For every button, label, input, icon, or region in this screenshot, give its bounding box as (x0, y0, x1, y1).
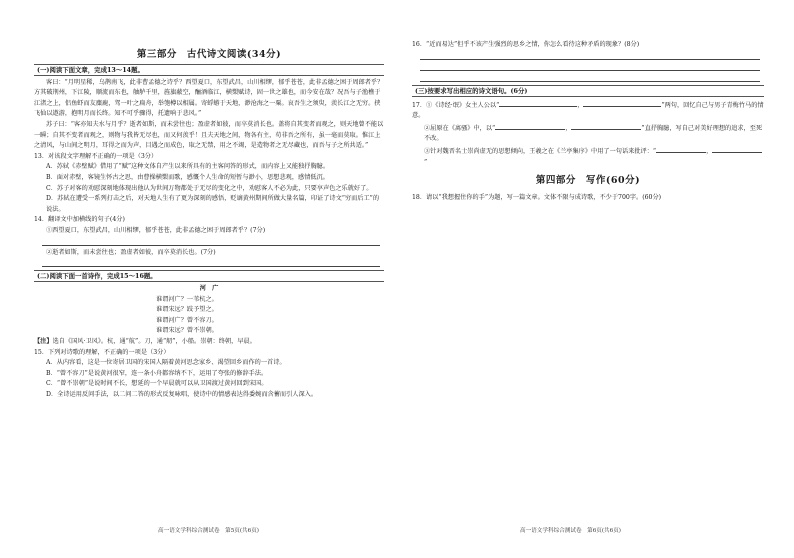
q13-option-b: B．面对赤壁，客镜生怀古之思，由曹操横槊而歌，感慨个人生命的短暂与渺小，思想悲观，感情低沉。 (46, 173, 329, 181)
note-label: 【注】 (34, 338, 53, 346)
section-header-1: (一)阅读下面文章，完成13～14题。 (34, 64, 384, 76)
q15-option-c: C．“曾不崇朝”是说时间不长，想延的一个早晨就可以从卫国渡过黄河回到宋国。 (46, 380, 268, 388)
poem-title: 河 广 (199, 285, 219, 293)
q17-2-tail: ”直抒胸臆，写自己对美好理想的追求，至死不改。 (424, 124, 763, 143)
passage-paragraph-1: 客曰：“月明星稀，乌鹊南飞，此非曹孟德之诗乎？西望夏口，东望武昌，山川相缪，郁乎苍苍，此非孟德之困于周郎者乎？方其破荆州，下江陵，顺流而东也，舳舻千里，旌旗蔽空，酾酒临江，横槊赋诗，固一世之雄也，而今安在哉？况吾与子渔樵于江渚之上，侣鱼虾而友麋鹿，驾一叶之扁舟，举匏樽以相属。寄蜉蝣于天地，渺沧海之一粟。哀吾生之须臾，羡长江之无穷。挟飞仙以遨游，抱明月而长终。知不可乎骤得，托遗响于悲风。” (34, 78, 384, 118)
q14-item-2: ②逝者如斯，而未尝往也；盈虚者如彼，而卒莫消长也。(7分) (46, 248, 216, 256)
q17-tail: ”两句，回忆自己与男子青梅竹马的情意。 (412, 101, 764, 120)
section-title: 第三部分 古代诗文阅读(34分) (136, 49, 282, 60)
q17-2-lead: ②屈原在《离骚》中，以“ (424, 124, 496, 132)
poem-line: 谁谓宋远？跂予望之。 (156, 306, 218, 314)
question-13: 13．对该段文字理解不正确的一项是（3分） (34, 152, 158, 160)
poem-line: 谁谓宋远？曾不崇朝。 (156, 327, 218, 335)
left-page (34, 0, 384, 401)
question-16: 16．“近而易达”但乎不该产生强烈的思乡之情，你怎么看待这种矛盾的现象？(8分) (412, 41, 640, 48)
passage-paragraph-2: 苏子曰：“客亦知夫水与月乎？逝者如斯，而未尝往也；盈虚者如彼，而卒莫消长也。盖将自其变者而观之，则天地曾不能以一瞬；自其不变者而观之，则物与我皆无尽也，而又何羡乎！且夫天地之间，物各有主，苟非吾之所有，虽一毫而莫取。惟江上之清风，与山间之明月，耳得之而为声，目遇之而成色，取之无禁，用之不竭，是造物者之无尽藏也，而吾与子之所共适。” (34, 120, 384, 150)
question-14: 14．翻译文中加横线的句子(4分) (34, 216, 125, 224)
q17-3-lead: ③针对魏晋名士崇尚虚无的思想倾向，王羲之在《兰亭集序》中用了一句话来批评：“ (424, 147, 657, 155)
footer-right: 高一语文学科综合测试卷 第6页(共6页) (520, 528, 621, 534)
footer-left: 高一语文学科综合测试卷 第5页(共6页) (158, 528, 259, 534)
question-18: 18．请以“我想握住你的手”为题，写一篇文章。文体不限与成诗歌，不少于700字。(60分) (412, 193, 662, 201)
section-header-3: (三)按要求写出相应的诗文语句。(6分) (412, 85, 764, 97)
poem-line: 谁谓河广？一苇杭之。 (156, 295, 218, 303)
q15-option-a: A．从内容看，这是一位寄居卫国的宋国人隔着黄河思念家乡、渴望回乡而作的一首诗。 (46, 359, 286, 367)
answer-blank[interactable] (571, 122, 641, 130)
q13-option-a: A．苏轼《赤壁赋》借用了“赋”这种文体自产生以来所具有的主客问答的形式，而内容上又能独抒胸臆。 (46, 163, 330, 171)
answer-line[interactable] (42, 237, 380, 246)
q13-option-d: D．苏轼在遭受一系列打击之后，对天地人生有了更为深刻的感悟，贬谪黄州期间所做大量名篇，印证了诗文“穷而后工”的说法。 (46, 195, 380, 213)
answer-line[interactable] (420, 73, 760, 82)
answer-blank[interactable] (656, 145, 706, 153)
note-text: 选自《国风·卫风》。杭，通“航”。刀，通“舠”，小船。崇朝：终朝，早晨。 (52, 338, 256, 346)
question-17-part-3: ③针对魏晋名士崇尚虚无的思想倾向，王羲之在《兰亭集序》中用了一句话来批评：“ ，” (424, 145, 764, 168)
answer-line[interactable] (420, 62, 760, 71)
question-17-part-2: ②屈原在《离骚》中，以“ ， ”直抒胸臆，写自己对美好理想的追求，至死不改。 (424, 122, 764, 145)
q13-option-c: C．苏子对客的劝慰深刻地体现出他认为世间万物都处于无尽的变化之中，劝慰客人不必为此，只要享声色之乐就好了。 (46, 184, 373, 192)
question-17-part-1 (412, 99, 764, 122)
answer-line[interactable] (42, 258, 380, 267)
q17-separator: ， (577, 101, 584, 109)
q15-option-d: D．全诗运用反问手法，以二问二答的形式反复咏唱，使诗中的情感表达得委婉而含蓄而引人深入。 (46, 391, 318, 399)
answer-blank[interactable] (499, 99, 577, 107)
q17-text: 17．①《诗经·氓》女主人公以“ (412, 101, 500, 109)
answer-blank[interactable] (495, 122, 565, 130)
q17-3-tail: ” (424, 158, 428, 166)
answer-line[interactable] (420, 51, 760, 60)
poem-line: 谁谓河广？曾不容刀。 (156, 316, 218, 324)
answer-blank[interactable] (712, 145, 762, 153)
question-15: 15．下列对诗歌的理解，不正确的一项是（3分） (34, 348, 170, 356)
answer-blank[interactable] (583, 99, 661, 107)
poem-note (34, 337, 384, 348)
q14-item-1: ①西望夏口，东望武昌，山川相缪，郁乎苍苍，此非孟德之困于周郎者乎？(7分) (46, 226, 266, 234)
q15-option-b: B．“曾不容刀”是说黄河很窄，连一条小舟都容纳不下，运用了夸张的修辞手法。 (46, 369, 268, 377)
section-header-2: (二)阅读下面一首诗作，完成15～16题。 (34, 270, 384, 282)
part4-title: 第四部分 写作(60分) (535, 175, 641, 187)
right-page (412, 0, 764, 203)
